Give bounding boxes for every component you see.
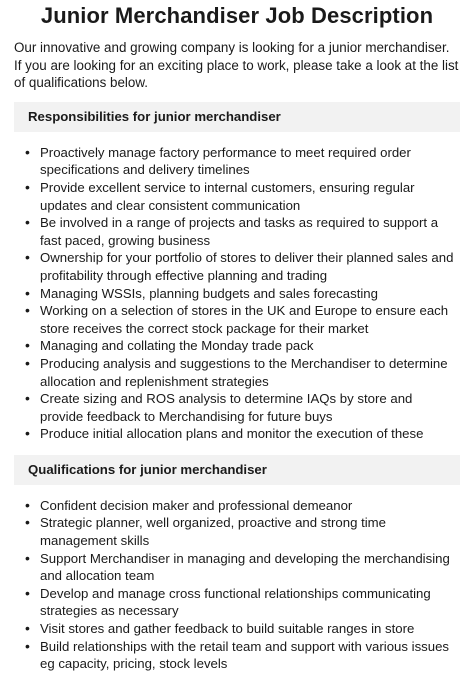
intro-paragraph: Our innovative and growing company is looking for a junior merchandiser. If you are looking for an exciting place to work, please take a look at the list of qualifications below. [14, 40, 459, 91]
list-item: • Strategic planner, well organized, proactive and strong time management skills [40, 514, 460, 549]
list-item: • Proactively manage factory performance to meet required order specifications and delivery timelines [40, 144, 460, 179]
list-item: • Ownership for your portfolio of stores to deliver their planned sales and profitability through effective planning and trading [40, 249, 460, 284]
list-item: • Managing WSSIs, planning budgets and sales forecasting [40, 285, 460, 303]
qualifications-heading: Qualifications for junior merchandiser [14, 455, 460, 485]
list-item: • Create sizing and ROS analysis to determine IAQs by store and provide feedback to Merchandising for future buys [40, 390, 460, 425]
qualifications-list [14, 497, 460, 673]
list-item: • Build relationships with the retail team and support with various issues eg capacity, pricing, stock levels [40, 638, 460, 673]
responsibilities-heading: Responsibilities for junior merchandiser [14, 102, 460, 132]
responsibilities-list [14, 144, 460, 443]
job-description-page [0, 3, 474, 673]
list-item: • Provide excellent service to internal customers, ensuring regular updates and clear consistent communication [40, 179, 460, 214]
page-title: Junior Merchandiser Job Description [40, 3, 434, 28]
list-item: • Visit stores and gather feedback to build suitable ranges in store [40, 620, 460, 638]
list-item: • Producing analysis and suggestions to the Merchandiser to determine allocation and replenishment strategies [40, 355, 460, 390]
list-item: • Confident decision maker and professional demeanor [40, 497, 460, 515]
list-item: • Produce initial allocation plans and monitor the execution of these [40, 425, 460, 443]
list-item: • Support Merchandiser in managing and developing the merchandising and allocation team [40, 550, 460, 585]
list-item: • Managing and collating the Monday trade pack [40, 337, 460, 355]
list-item: • Be involved in a range of projects and tasks as required to support a fast paced, growing business [40, 214, 460, 249]
list-item: • Develop and manage cross functional relationships communicating strategies as necessary [40, 585, 460, 620]
list-item: • Working on a selection of stores in the UK and Europe to ensure each store receives the correct stock package for their market [40, 302, 460, 337]
